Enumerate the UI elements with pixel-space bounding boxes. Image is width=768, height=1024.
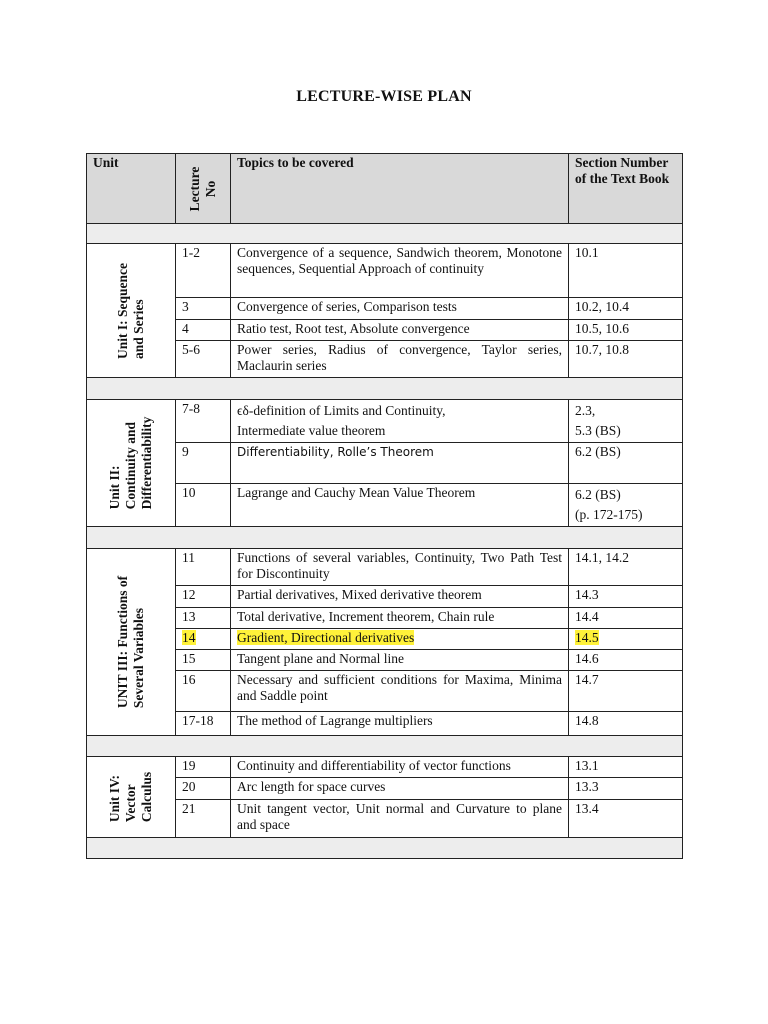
lecture-no: 20 — [176, 778, 231, 799]
lecture-no: 11 — [176, 549, 231, 586]
table-row — [87, 298, 683, 319]
table-row — [87, 778, 683, 799]
highlight: 14.5 — [575, 629, 599, 645]
section-number: 13.1 — [569, 757, 683, 778]
header-topics: Topics to be covered — [231, 154, 569, 224]
topic: Unit tangent vector, Unit normal and Curvature to plane and space — [231, 799, 569, 838]
lecture-no: 3 — [176, 298, 231, 319]
unit-4-label: Unit IV: Vector Calculus — [87, 757, 176, 838]
spacer-row — [87, 224, 683, 244]
section-number: 14.8 — [569, 711, 683, 735]
lecture-no: 9 — [176, 443, 231, 484]
lecture-no: 10 — [176, 484, 231, 527]
header-section: Section Number of the Text Book — [569, 154, 683, 224]
section-number: 14.7 — [569, 671, 683, 711]
section-number: 13.4 — [569, 799, 683, 838]
table-row — [87, 400, 683, 443]
table-row — [87, 319, 683, 340]
spacer-row — [87, 736, 683, 757]
section-number: 10.1 — [569, 244, 683, 298]
table-row — [87, 443, 683, 484]
topic: ϵδ-definition of Limits and Continuity, Intermediate value theorem — [231, 400, 569, 443]
section-number: 10.7, 10.8 — [569, 340, 683, 377]
header-lecture-no: Lecture No — [176, 154, 231, 224]
table-row — [87, 549, 683, 586]
topic: Lagrange and Cauchy Mean Value Theorem — [231, 484, 569, 527]
section-number: 14.4 — [569, 607, 683, 628]
topic: Convergence of a sequence, Sandwich theorem, Monotone sequences, Sequential Approach of continuity — [231, 244, 569, 298]
topic: Partial derivatives, Mixed derivative theorem — [231, 586, 569, 607]
topic: Tangent plane and Normal line — [231, 650, 569, 671]
lecture-no: 21 — [176, 799, 231, 838]
topic: Arc length for space curves — [231, 778, 569, 799]
unit-2-label: Unit II: Continuity and Differentiability — [87, 400, 176, 527]
topic: Convergence of series, Comparison tests — [231, 298, 569, 319]
section-number: 2.3, 5.3 (BS) — [569, 400, 683, 443]
table-row-highlighted — [87, 628, 683, 649]
table-row — [87, 484, 683, 527]
lecture-no: 15 — [176, 650, 231, 671]
page-title: LECTURE-WISE PLAN — [296, 88, 472, 105]
topic: Necessary and sufficient conditions for Maxima, Minima and Saddle point — [231, 671, 569, 711]
table-row — [87, 607, 683, 628]
lecture-no: 13 — [176, 607, 231, 628]
topic: Power series, Radius of convergence, Taylor series, Maclaurin series — [231, 340, 569, 377]
section-number: 14.6 — [569, 650, 683, 671]
table-row — [87, 650, 683, 671]
table-row — [87, 711, 683, 735]
highlight: 14 — [182, 629, 196, 645]
topic: Continuity and differentiability of vector functions — [231, 757, 569, 778]
header-row — [87, 154, 683, 224]
unit-1-label: Unit I: Sequence and Series — [87, 244, 176, 378]
topic: Functions of several variables, Continuity, Two Path Test for Discontinuity — [231, 549, 569, 586]
table-row — [87, 244, 683, 298]
table-row — [87, 799, 683, 838]
section-number: 14.1, 14.2 — [569, 549, 683, 586]
topic: Total derivative, Increment theorem, Chain rule — [231, 607, 569, 628]
lecture-no: 12 — [176, 586, 231, 607]
lecture-no: 19 — [176, 757, 231, 778]
unit-3-label: UNIT III: Functions of Several Variables — [87, 549, 176, 736]
section-number: 10.5, 10.6 — [569, 319, 683, 340]
topic: Ratio test, Root test, Absolute convergence — [231, 319, 569, 340]
table-row — [87, 671, 683, 711]
table-row — [87, 757, 683, 778]
lecture-plan-table — [86, 153, 683, 859]
lecture-no: 16 — [176, 671, 231, 711]
section-number: 13.3 — [569, 778, 683, 799]
section-number — [569, 628, 683, 649]
lecture-no: 7-8 — [176, 400, 231, 443]
spacer-row — [87, 838, 683, 859]
highlight: Gradient, Directional derivatives — [237, 629, 415, 645]
lecture-no: 4 — [176, 319, 231, 340]
topic — [231, 628, 569, 649]
section-number: 6.2 (BS) (p. 172-175) — [569, 484, 683, 527]
table-row — [87, 586, 683, 607]
spacer-row — [87, 527, 683, 549]
lecture-no — [176, 628, 231, 649]
lecture-no: 5-6 — [176, 340, 231, 377]
lecture-no: 17-18 — [176, 711, 231, 735]
table-row — [87, 340, 683, 377]
section-number: 14.3 — [569, 586, 683, 607]
topic: The method of Lagrange multipliers — [231, 711, 569, 735]
lecture-no: 1-2 — [176, 244, 231, 298]
spacer-row — [87, 378, 683, 400]
section-number: 6.2 (BS) — [569, 443, 683, 484]
header-unit: Unit — [87, 154, 176, 224]
section-number: 10.2, 10.4 — [569, 298, 683, 319]
topic: Differentiability, Rolle’s Theorem — [231, 443, 569, 484]
